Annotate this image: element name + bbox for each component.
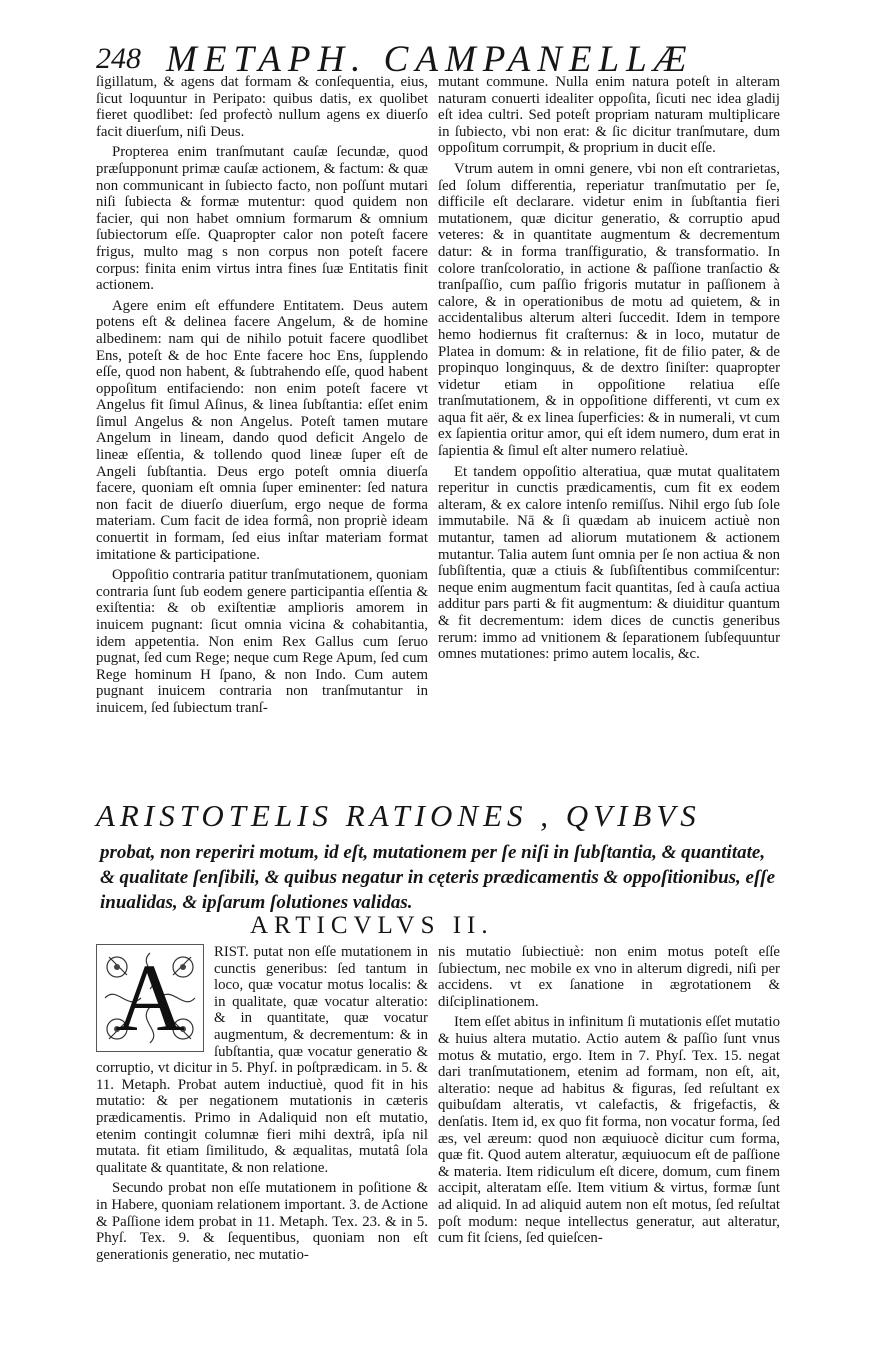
article-heading: ARTICVLVS II. (250, 912, 494, 939)
paragraph: RIST. putat non eſſe mutationem in cunctis generibus: ſed tantum in loco, quæ vocatur motus localis: & in qualitate, quæ vocatur alteratio: & in quantitate, quæ vocatur augmentum, & decrementum: & in ſubſtantia, quæ vocatur generatio & corruptio, vt dicitur in 5. Phyſ. in poſtprædicam. in 5. & 11. Metaph. Probat autem inductiuè, quod fit in his mutatio: & per negationem mutationis in cæteris prædicamentis. Primo in Adaliquid non eſt mutatio, etenim contingit columnæ fieri mihi dextrâ, ipſa nil mutata. fit etiam ſimilitudo, & æqualitas, mutatâ ſola qualitate & quantitate, & non relatione. (96, 944, 428, 1176)
column-left-top (96, 74, 428, 721)
column-left-bottom (96, 944, 428, 1267)
column-right-bottom (438, 944, 780, 1251)
column-right-top (438, 74, 780, 667)
paragraph: Oppoſitio contraria patitur tranſmutationem, quoniam contraria ſunt ſub eodem genere participantia eſſentia & exiſtentia: & ob exiſtentiæ amplioris amorem in inuicem pugnant: ſicut omnia vicina & cohabitantia, idem appetentia. Non enim Rex Gallus cum ſeruo pugnat, ſed cum Rege; neque cum Rege Apum, ſed cum Rege hominum H ſpano, & non Indo. Cum autem pugnant inuicem contraria non tranſmutantur in inuicem, ſed ſubiectum tranſ- (96, 567, 429, 716)
page-number: 248 (96, 42, 141, 75)
decorated-initial (96, 944, 204, 1052)
paragraph: Propterea enim tranſmutant cauſæ ſecundæ, quod præſupponunt primæ cauſæ actionem, & factum: & quæ non communicant in ſubiecto facto, non poſſunt mutari niſi ſubiecta & formæ mutentur: quod quidem non facier, qui non habet omnium formarum & omnium ſubiectorum eſſe. Quapropter calor non poteſt facere frigus, multo mag s non corpus non poteſt facere corpus: finita enim virtus intra fines ſuæ Entitatis finit actionem. (96, 144, 428, 294)
paragraph: ſigillatum, & agens dat formam & conſequentia, eius, ſicut loquuntur in Peripato: quibus datis, ex quolibet fieret quodlibet: ſed profectò nullum agens ex diuerſo facit diuerſum, niſi Deus. (96, 74, 428, 140)
running-title: METAPH. CAMPANELLÆ (166, 39, 694, 80)
section-title: ARISTOTELIS RATIONES , QVIBVS (96, 798, 701, 833)
paragraph: Item eſſet abitus in infinitum ſi mutationis eſſet mutatio & huius altera mutatio. Actio autem & paſſio ſunt vnus motus & mutatio, ergo. Item in 7. Phyſ. Tex. 15. negat dari tranſmutationem, etenim ad formam, non eſt, ait, alteratio: neque ad habitus & figuras, ſed reſultant ex quibuſdam alteratis, vt calefactis, & frigefactis, & denſatis. Item id, ex quo fit forma, non vocatur forma, ſed æs, vel æreum: quod non æquiuocè dicitur cum forma, quæ fit. Quod autem alteratur, æquiuocum eſt de paſſione & materia. Item ridiculum eſt dicere, domum, cum finem accipit, alteratam eſſe. Item vitium & virtus, formæ ſunt ad aliquid. In ad aliquid autem non eſt motus, ſed reſultat poſt modum: neque intellectus generatur, aut alteratur, cum fit ſciens, ſed quieſcen- (438, 1014, 780, 1247)
paragraph: Vtrum autem in omni genere, vbi non eſt contrarietas, ſed ſolum differentia, reperiatur tranſmutatio per ſe, difficile eſt declarare. videtur enim in ſubſtantia fieri mutationem, quæ dicitur generatio, & corruptio apud veteres: & in quantitate augmentum & decrementum datur: & in forma tranſfiguratio, & transformatio. In colore tranſcoloratio, in actione & paſſione tranſactio & tranſpaſſio, cum paſſio frigoris mutatur in paſſionem à calore, & in operationibus de motu ad quietem, & in accidentalibus alterum alteri ſuccedit. Idem in tempore hemo hodiernus fit craſternus: & in loco, mutatur de Platea in domum: & in relatione, fit de filio pater, & de propinquo longinquus, & de dextro ſiniſter: quapropter videtur etiam in oppoſitione relatiua eſſe tranſmutationem, & in oppoſitione differenti, vt cum ex aqua fit aër, & ex linea ſuperficies: & in numerali, vt cum ex ſapientia oritur amor, qui eſt idem numero, dum erat in ſapientia & ſimul eſt alter numero relatiuè. (438, 160, 780, 460)
paragraph: Secundo probat non eſſe mutationem in poſitione & in Habere, quoniam relationem important. 3. de Actione & Paſſione idem probat in 11. Metaph. Tex. 23. & in 5. Phyſ. Tex. 9. & ſequentibus, quoniam non eſt generationis generatio, nec mutatio- (96, 1180, 428, 1263)
section-subtitle: probat, non reperiri motum, id eſt, mutationem per ſe niſi in ſubſtantia, & quantitate, & qualitate ſenſibili, & quibus negatur in cęteris prædicamentis & oppoſitionibus, eſſe inualidas, & ipſarum ſolutiones validas. (100, 842, 776, 913)
paragraph: Et tandem oppoſitio alteratiua, quæ mutat qualitatem reperitur in cunctis prædicamentis, cum fit ex eodem alteram, & ex calore intenſo remiſſus. Nihil ergo ſub ſole immutabile. Nā & ſi quædam ab inuicem actiuè non mutantur, tamen ad aliorum mutationem & actionem mutantur. Talia autem ſunt omnia per ſe non actiua & non ſubſiſtentia, quæ a ctiuis & ſubſiſtentibus commiſcentur: neque enim augmentum facit quantitas, ſed à cauſa actiua additur pars parti & fit augmentum: & diuiditur quantum & fit decrementum: idem dices de cunctis generibus rerum: immo ad vnitionem & ſeparationem ſubſequuntur omnes mutationes: primo autem localis, &c. (438, 463, 780, 663)
paragraph: nis mutatio ſubiectiuè: non enim motus poteſt eſſe ſubiectum, nec mobile ex vno in alterum digredi, niſi per accidens. vt ex ſanatione in ægrotationem & diſciplinationem. (438, 944, 780, 1010)
initial-letter: A (115, 944, 185, 1051)
paragraph: Agere enim eſt effundere Entitatem. Deus autem potens eſt & delinea facere Angelum, & de homine albedinem: nam qui de nihilo potuit facere quodlibet Ens, poteſt & de hoc Ente facere hoc Ens, ſupplendo eſſe, quod non habent, & ſubtrahendo eſſe, quod habent oppoſitum entifaciendo: non enim poteſt facere vt Angelus fit ſimul Aſinus, & linea ſubſtantia: eſſet enim ſimul Angelus & non Angelus. Poteſt tamen mutare Angelum in lineam, dando quod deficit Angelo de lineæ eſſentia, & tollendo quod lineæ ſuper eſt de Angeli ſubſtantia. Deus ergo poteſt omnia diuerſa facere, quoniam eſt omnia ſuper eminenter: ſed natura non facit de diuerſo diuerſum, ergo neque de forma materiam. Cum facit de idea formâ, non propriè ideam conuertit in formam, ſed eius inſtar materiam format imitatione & participatione. (96, 297, 428, 563)
paragraph: mutant commune. Nulla enim natura poteſt in alteram naturam conuerti idealiter oppoſita, ſicuti nec idea gladij eſt idea cultri. Sed poteſt propriam naturam multiplicare in ſubiecto, vbi non erat: & ſic dicitur tranſmutare, dum oppoſitum corrumpit, & proprium in ducit eſſe. (438, 74, 780, 157)
